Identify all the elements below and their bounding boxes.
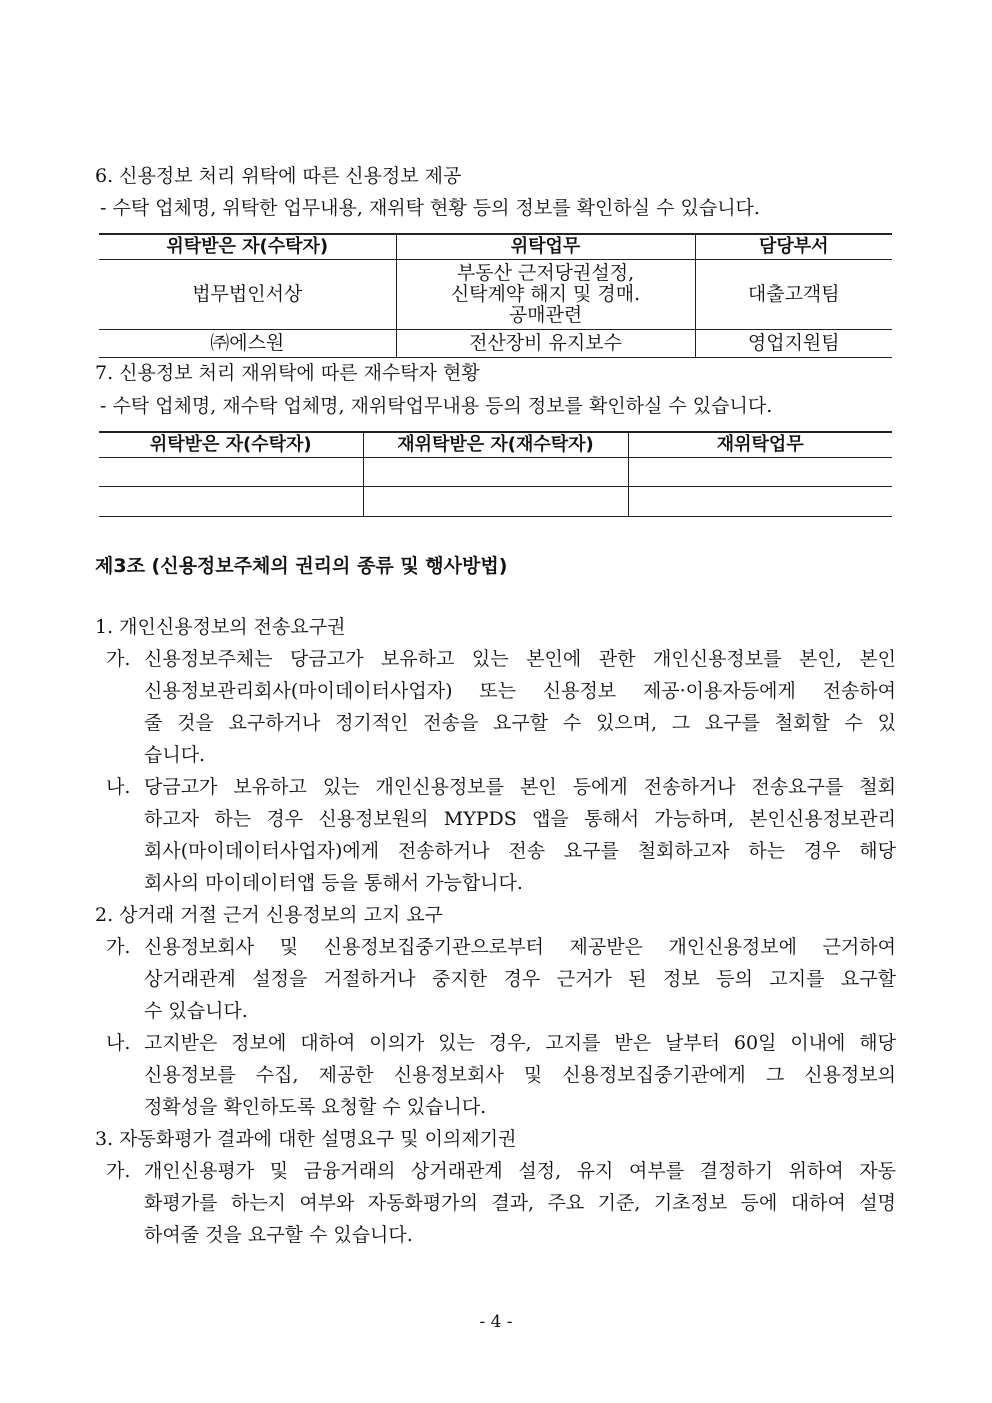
item-2-ga-line: 신용정보회사 및 신용정보집중기관으로부터 제공받은 개인신용정보에 근거하여 <box>144 936 896 958</box>
section-7-title: 7. 신용정보 처리 재위탁에 따른 재수탁자 현황 <box>95 362 480 384</box>
cell-task: 전산장비 유지보수 <box>396 329 695 357</box>
item-3-ga-line: 개인신용평가 및 금융거래의 상거래관계 설정, 유지 여부를 결정하기 위하여 자동 <box>144 1160 896 1182</box>
cell-trustee: 법무법인서상 <box>99 259 396 329</box>
empty-cell <box>99 457 363 486</box>
item-2-na-line: 정확성을 확인하도록 요청할 수 있습니다. <box>144 1096 487 1118</box>
table-row <box>99 329 892 357</box>
col-header-trustee: 위탁받은 자(수탁자) <box>99 234 396 259</box>
item-2-na-line: 고지받은 정보에 대하여 이의가 있는 경우, 고지를 받은 날부터 60일 이내에 해당 <box>144 1032 896 1054</box>
cell-trustee: ㈜에스원 <box>99 329 396 357</box>
col-header-sub-task: 재위탁업무 <box>628 432 892 457</box>
item-3-ga-marker: 가. <box>106 1160 131 1182</box>
item-2-ga-marker: 가. <box>106 936 131 958</box>
item-2-ga-line: 상거래관계 설정을 거절하거나 중지한 경우 근거가 된 정보 등의 고지를 요구할 <box>144 968 896 990</box>
empty-cell <box>628 457 892 486</box>
col-header-trustee: 위탁받은 자(수탁자) <box>99 432 363 457</box>
outsourcing-table <box>99 233 892 358</box>
item-1-ga-line: 신용정보주체는 당금고가 보유하고 있는 본인에 관한 개인신용정보를 본인, 본인 <box>144 648 896 670</box>
cell-department: 대출고객팀 <box>695 259 892 329</box>
item-3-title: 3. 자동화평가 결과에 대한 설명요구 및 이의제기권 <box>95 1128 517 1150</box>
item-2-ga-line: 수 있습니다. <box>144 1000 248 1022</box>
table-row <box>99 486 892 516</box>
item-1-ga-line: 신용정보관리회사(마이데이터사업자) 또는 신용정보 제공·이용자등에게 전송하여 <box>144 680 896 702</box>
page-number: - 4 - <box>479 1312 513 1332</box>
cell-department: 영업지원팀 <box>695 329 892 357</box>
item-3-ga-line: 화평가를 하는지 여부와 자동화평가의 결과, 주요 기준, 기초정보 등에 대하여 설명 <box>144 1192 896 1214</box>
col-header-task: 위탁업무 <box>396 234 695 259</box>
item-3-ga-line: 하여줄 것을 요구할 수 있습니다. <box>144 1224 413 1246</box>
item-1-na-marker: 나. <box>106 776 131 798</box>
cell-task <box>396 259 695 329</box>
cell-task-line: 부동산 근저당권설정, <box>456 261 635 284</box>
section-6-title: 6. 신용정보 처리 위탁에 따른 신용정보 제공 <box>95 165 462 187</box>
item-1-na-line: 하고자 하는 경우 신용정보원의 MYPDS 앱을 통해서 가능하며, 본인신용정보관리 <box>144 808 896 830</box>
section-6-description: - 수탁 업체명, 위탁한 업무내용, 재위탁 현황 등의 정보를 확인하실 수 있습니다. <box>100 197 760 219</box>
item-1-na-line: 회사(마이데이터사업자)에게 전송하거나 전송 요구를 철회하고자 하는 경우 해당 <box>144 840 896 862</box>
section-7-description: - 수탁 업체명, 재수탁 업체명, 재위탁업무내용 등의 정보를 확인하실 수 있습니다. <box>100 395 773 417</box>
empty-cell <box>363 457 628 486</box>
item-1-ga-marker: 가. <box>106 648 131 670</box>
item-2-na-line: 신용정보를 수집, 제공한 신용정보회사 및 신용정보집중기관에게 그 신용정보의 <box>144 1064 896 1086</box>
cell-task-line: 신탁계약 해지 및 경매. <box>450 282 641 305</box>
table-row <box>99 259 892 329</box>
item-1-na-line: 회사의 마이데이터앱 등을 통해서 가능합니다. <box>144 872 523 894</box>
item-1-ga-line: 줄 것을 요구하거나 정기적인 전송을 요구할 수 있으며, 그 요구를 철회할 수 있 <box>144 712 896 734</box>
empty-cell <box>628 486 892 516</box>
empty-cell <box>99 486 363 516</box>
article-3-heading: 제3조 (신용정보주체의 권리의 종류 및 행사방법) <box>95 555 508 577</box>
cell-task-line: 공매관련 <box>508 303 583 326</box>
col-header-sub-trustee: 재위탁받은 자(재수탁자) <box>363 432 628 457</box>
empty-cell <box>363 486 628 516</box>
item-1-na-line: 당금고가 보유하고 있는 개인신용정보를 본인 등에게 전송하거나 전송요구를 철회 <box>144 776 896 798</box>
item-2-na-marker: 나. <box>106 1032 131 1054</box>
item-1-ga-line: 습니다. <box>144 744 206 766</box>
table-row <box>99 457 892 486</box>
re-outsourcing-table <box>99 431 892 517</box>
item-2-title: 2. 상거래 거절 근거 신용정보의 고지 요구 <box>95 904 444 926</box>
col-header-department: 담당부서 <box>695 234 892 259</box>
item-1-title: 1. 개인신용정보의 전송요구권 <box>95 616 346 638</box>
